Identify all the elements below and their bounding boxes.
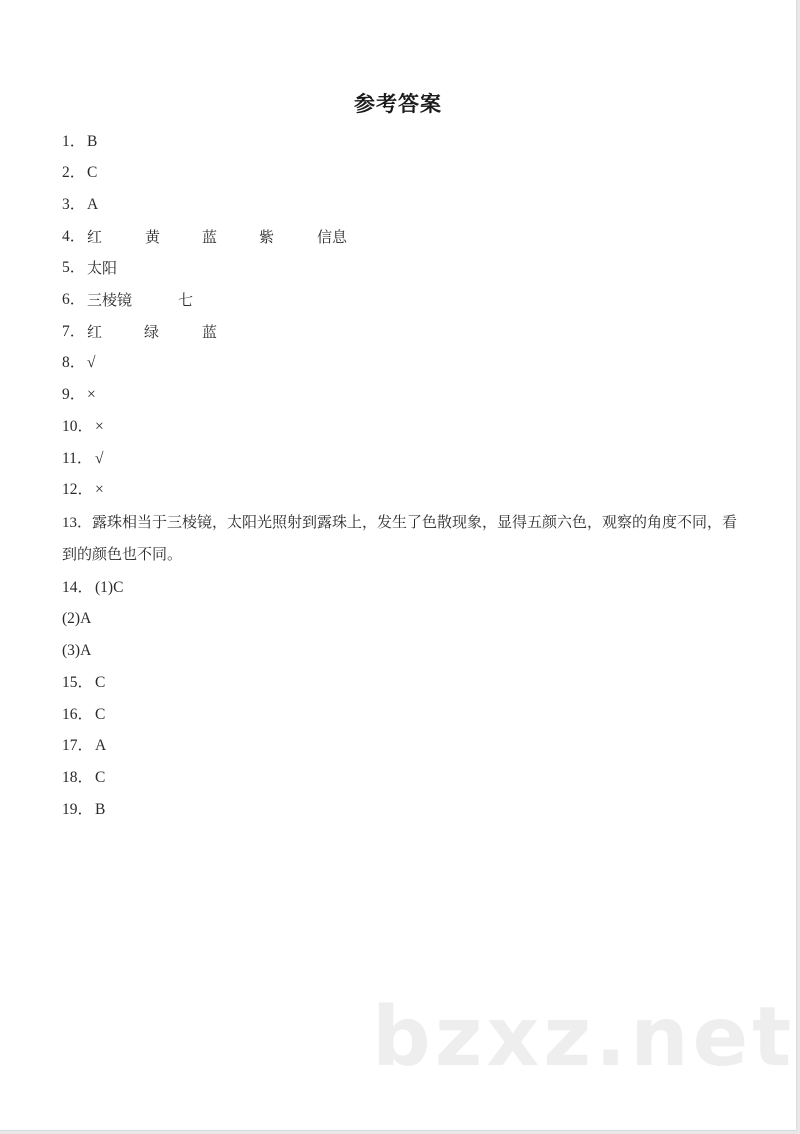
answer-18 (62, 768, 106, 788)
answer-number: 11． (62, 450, 93, 467)
answer-number: 9． (62, 386, 86, 403)
answer-value: C (87, 164, 98, 181)
answer-number: 14． (62, 579, 94, 596)
answer-number: 4． (62, 228, 86, 245)
answer-2 (62, 163, 98, 183)
answer-value: 蓝 (202, 323, 218, 341)
answer-number: 19． (62, 801, 94, 818)
answer-number: 15． (62, 674, 94, 691)
answer-value: B (95, 801, 106, 818)
answer-6 (62, 290, 194, 310)
answer-value: B (87, 133, 98, 150)
answer-value: 信息 (317, 228, 348, 246)
answer-value: 太阳 (87, 259, 118, 277)
answer-subpart: (3)A (62, 642, 92, 659)
answer-4 (62, 227, 348, 247)
answer-subpart: (2)A (62, 610, 92, 627)
answer-5 (62, 258, 118, 278)
answer-11 (62, 449, 104, 469)
answer-value: 红 (87, 228, 103, 246)
answer-number: 2． (62, 164, 86, 181)
answer-17 (62, 736, 107, 756)
answer-number: 12． (62, 481, 94, 498)
answer-12 (62, 480, 104, 500)
answer-value: (1)C (95, 579, 124, 596)
answer-8 (62, 353, 96, 373)
answer-number: 13． (62, 515, 93, 531)
answer-value: √ (95, 450, 104, 467)
answer-19 (62, 800, 106, 820)
answer-value: A (95, 737, 107, 754)
answer-14-sub-3 (62, 641, 91, 661)
answer-1 (62, 132, 98, 152)
answer-13 (62, 507, 742, 571)
answer-value: × (95, 418, 104, 435)
page-title: 参考答案 (354, 92, 442, 116)
answer-value: 黄 (145, 228, 161, 246)
answer-10 (62, 417, 104, 437)
answer-value: 绿 (144, 323, 160, 341)
answer-number: 1． (62, 133, 86, 150)
answer-14 (62, 578, 124, 598)
answer-14-sub-2 (62, 609, 91, 629)
watermark: bzxz.net (372, 990, 796, 1085)
answer-number: 17． (62, 737, 94, 754)
answer-number: 7． (62, 323, 86, 340)
answer-15 (62, 673, 106, 693)
answer-number: 6． (62, 291, 86, 308)
answer-number: 8． (62, 354, 86, 371)
answer-number: 10． (62, 418, 94, 435)
answer-value: A (87, 196, 99, 213)
answer-value: C (95, 769, 106, 786)
answer-value: × (95, 481, 104, 498)
answer-number: 18． (62, 769, 94, 786)
answer-number: 3． (62, 196, 86, 213)
answer-value: 七 (178, 291, 194, 309)
answer-value: 紫 (259, 228, 275, 246)
answer-value: 蓝 (202, 228, 218, 246)
answer-9 (62, 385, 96, 405)
answer-value: 红 (87, 323, 103, 341)
answer-number: 5． (62, 259, 86, 276)
answer-value: × (87, 386, 96, 403)
answer-value: √ (87, 354, 96, 371)
answer-value: C (95, 674, 106, 691)
answer-16 (62, 705, 106, 725)
answer-3 (62, 195, 99, 215)
answer-explanation: 露珠相当于三棱镜，太阳光照射到露珠上，发生了色散现象，显得五颜六色，观察的角度不同，看到的颜色也不同。 (62, 513, 738, 563)
answer-7 (62, 322, 218, 342)
answer-value: 三棱镜 (87, 291, 133, 309)
answer-number: 16． (62, 706, 94, 723)
answer-value: C (95, 706, 106, 723)
